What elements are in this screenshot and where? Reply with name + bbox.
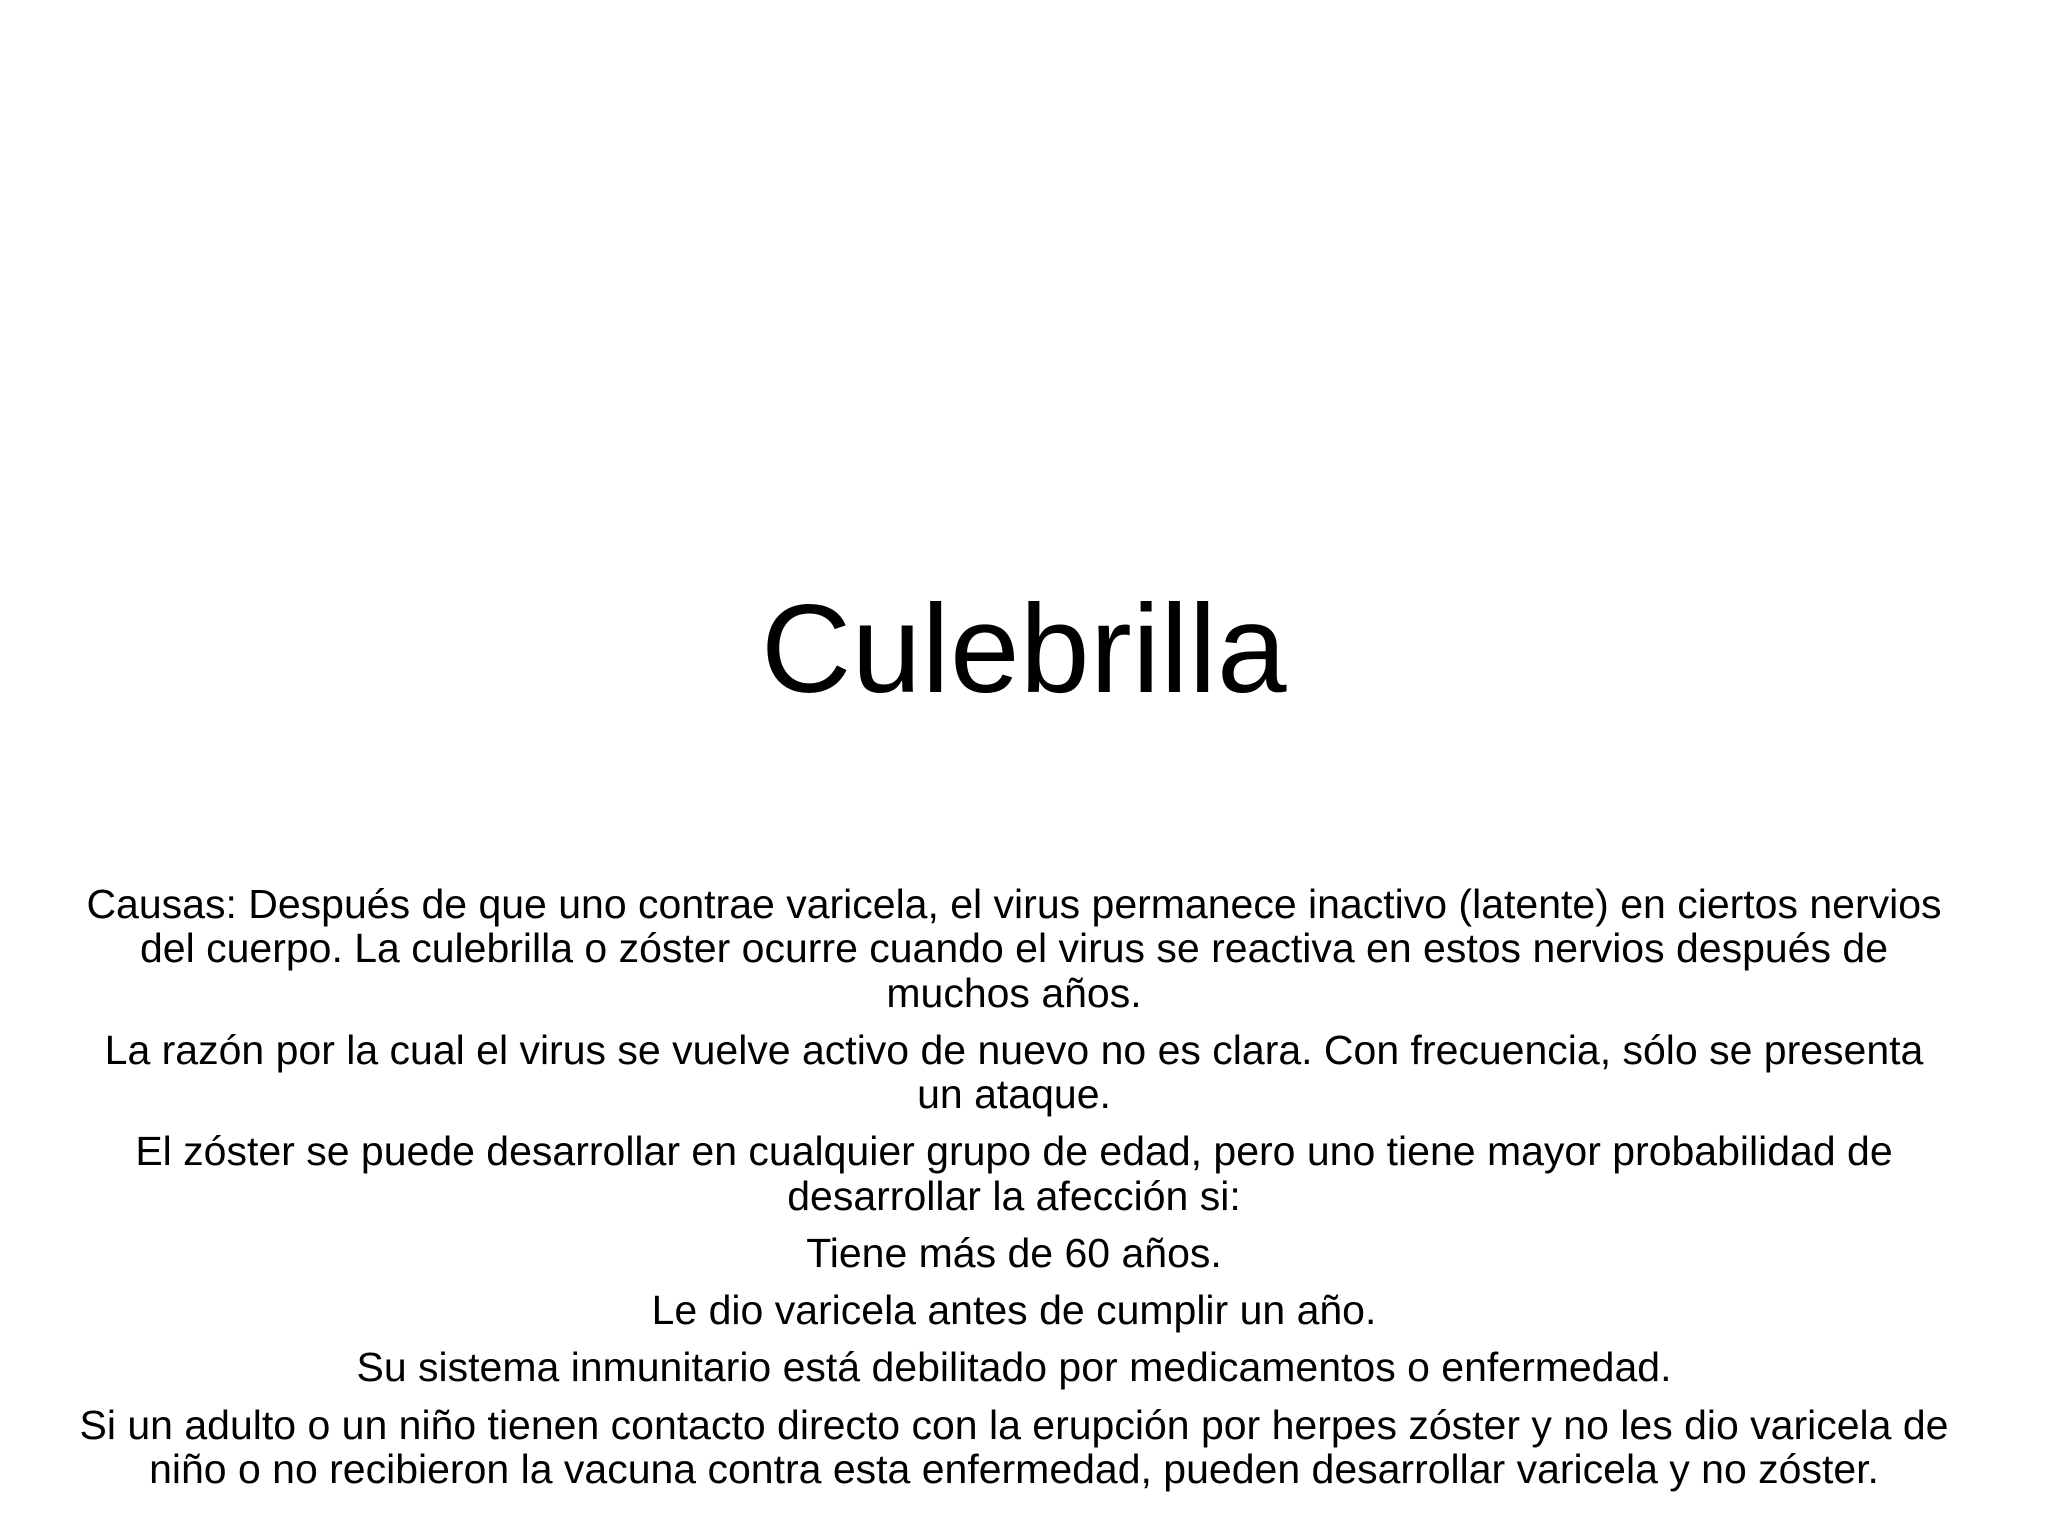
text-line: Le dio varicela antes de cumplir un año.	[651, 1287, 1377, 1334]
text-line: desarrollar la afección si:	[787, 1172, 1241, 1219]
text-line: un ataque.	[917, 1071, 1111, 1118]
text-line: El zóster se puede desarrollar en cualquier grupo de edad, pero uno tiene mayor probabilidad de	[135, 1128, 1893, 1175]
paragraph-risk-intro	[0, 1129, 2048, 1218]
paragraph-causes	[0, 882, 2048, 1015]
slide-title: Culebrilla	[760, 580, 1288, 719]
slide-body	[0, 882, 2048, 1504]
text-line: muchos años.	[886, 969, 1142, 1016]
risk-item-immune-system	[0, 1345, 2048, 1389]
paragraph-reason	[0, 1028, 2048, 1117]
text-line: niño o no recibieron la vacuna contra esta enfermedad, pueden desarrollar varicela y no zóster.	[149, 1445, 1879, 1492]
risk-item-age	[0, 1231, 2048, 1275]
risk-item-childhood-varicella	[0, 1288, 2048, 1332]
text-line: Tiene más de 60 años.	[806, 1229, 1222, 1276]
text-line: Causas: Después de que uno contrae varicela, el virus permanece inactivo (latente) en ciertos nervios	[86, 881, 1942, 927]
text-line: Su sistema inmunitario está debilitado por medicamentos o enfermedad.	[356, 1344, 1672, 1391]
paragraph-contact	[0, 1403, 2048, 1492]
text-line: del cuerpo. La culebrilla o zóster ocurre cuando el virus se reactiva en estos nervios después de	[139, 925, 1889, 972]
text-line: Si un adulto o un niño tienen contacto directo con la erupción por herpes zóster y no les dio varicela de	[79, 1401, 1949, 1448]
text-line: La razón por la cual el virus se vuelve activo de nuevo no es clara. Con frecuencia, sólo se presenta	[104, 1026, 1924, 1073]
